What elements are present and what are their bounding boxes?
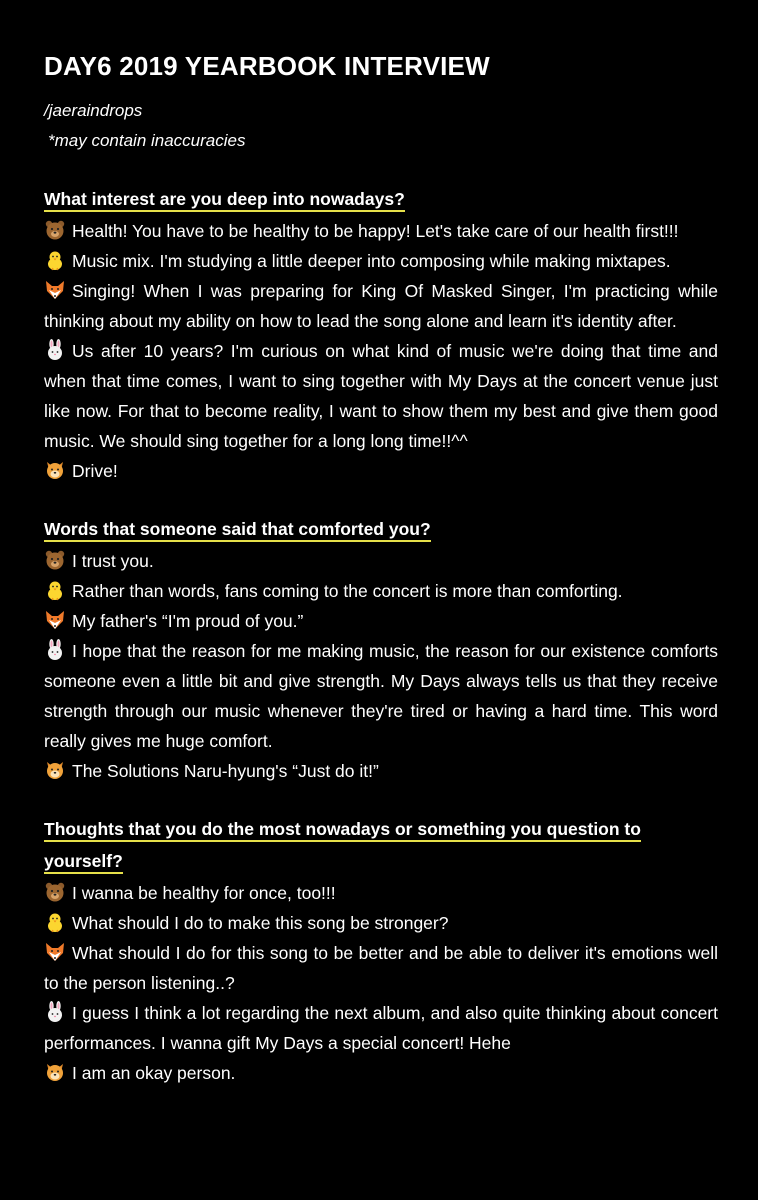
answer-text: I hope that the reason for me making music, the reason for our existence comforts someone even a little bit and give strength. My Days always tells us that they receive strength through our music whenever they're tired or having a hard time. This word really gives me huge comfort. [44,641,718,751]
answer-text: What should I do to make this song be stronger? [72,913,449,933]
bear-icon [44,881,66,903]
answer-text: I guess I think a lot regarding the next album, and also quite thinking about concert performances. I wanna gift My Days a special concert! Hehe [44,1003,718,1053]
interview-section [44,514,718,786]
answer-text: What should I do for this song to be better and be able to deliver it's emotions well to the person listening..? [44,943,718,993]
fox-icon [44,609,66,631]
chick-icon [44,911,66,933]
answer-text: Drive! [72,461,118,481]
answer-item [44,636,718,756]
answer-item [44,276,718,336]
answer-item [44,216,718,246]
answer-text: Health! You have to be healthy to be happy! Let's take care of our health first!!! [72,221,679,241]
answer-item [44,336,718,456]
answer-text: I wanna be healthy for once, too!!! [72,883,336,903]
answer-text: Singing! When I was preparing for King Of Masked Singer, I'm practicing while thinking about my ability on how to lead the song alone and learn it's identity after. [44,281,718,331]
answer-text: I am an okay person. [72,1063,236,1083]
rabbit-icon [44,639,66,661]
disclaimer-text: *may contain inaccuracies [48,131,246,150]
page-title: DAY6 2019 YEARBOOK INTERVIEW [44,51,490,81]
chick-icon [44,579,66,601]
answer-item [44,1058,718,1088]
answer-text: My father's “I'm proud of you.” [72,611,304,631]
answer-item [44,606,718,636]
answer-text: I trust you. [72,551,154,571]
answer-item [44,456,718,486]
chick-icon [44,249,66,271]
rabbit-icon [44,1001,66,1023]
bear-icon [44,549,66,571]
credit-text: /jaeraindrops [44,101,143,120]
dog-icon [44,459,66,481]
fox-icon [44,941,66,963]
dog-icon [44,1061,66,1083]
fox-icon [44,279,66,301]
dog-icon [44,759,66,781]
question-heading: Words that someone said that comforted you? [44,519,431,542]
bear-icon [44,219,66,241]
answer-text: Us after 10 years? I'm curious on what kind of music we're doing that time and when that time comes, I want to sing together with My Days at the concert venue just like now. For that to become reality, I want to show them my best and give them good music. We should sing together for a long long time!!^^ [44,341,718,451]
interview-section [44,184,718,486]
answer-item [44,908,718,938]
question-heading: Thoughts that you do the most nowadays or something you question to yourself? [44,819,641,874]
answer-item [44,878,718,908]
answer-item [44,576,718,606]
answer-text: The Solutions Naru-hyung's “Just do it!” [72,761,379,781]
answer-item [44,938,718,998]
answer-text: Rather than words, fans coming to the concert is more than comforting. [72,581,623,601]
answer-item [44,546,718,576]
question-heading: What interest are you deep into nowadays? [44,189,405,212]
answer-item [44,756,718,786]
rabbit-icon [44,339,66,361]
interview-section [44,814,718,1088]
answer-item [44,246,718,276]
answer-item [44,998,718,1058]
answer-text: Music mix. I'm studying a little deeper into composing while making mixtapes. [72,251,671,271]
